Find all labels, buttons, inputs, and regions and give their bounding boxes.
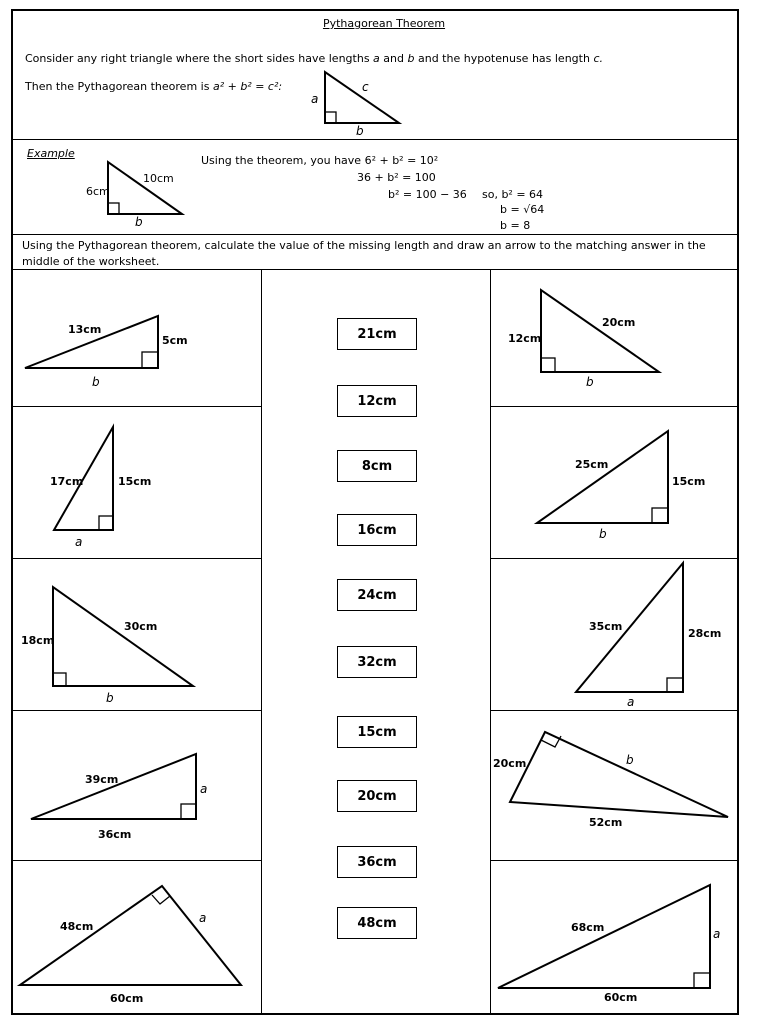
example-base-label: b <box>135 215 143 229</box>
right-3-side: 28cm <box>688 627 722 640</box>
left-2-unknown: a <box>75 535 83 549</box>
example-step-6: b = 8 <box>500 219 531 232</box>
right-angle-marker <box>181 804 196 819</box>
right-3-hyp: 35cm <box>589 620 623 633</box>
right-angle-marker <box>53 673 66 686</box>
var-b: b <box>407 52 415 65</box>
right-3-unknown: a <box>627 695 635 709</box>
answer-box[interactable]: 36cm <box>337 846 417 878</box>
example-step-1: Using the theorem, you have 6² + b² = 10² <box>201 154 439 167</box>
left-4-hyp: 39cm <box>85 773 119 786</box>
left-3-side: 18cm <box>21 634 55 647</box>
right-angle-marker <box>667 678 683 692</box>
right-triangle-4 <box>510 732 728 817</box>
right-4-side: 20cm <box>493 757 527 770</box>
answer-box[interactable]: 16cm <box>337 514 417 546</box>
right-angle-marker <box>142 352 158 368</box>
intro-text: and the hypotenuse has length <box>417 52 590 65</box>
example-step-4: so, b² = 64 <box>482 188 544 201</box>
intro-text: Consider any right triangle where the short sides have lengths <box>25 52 370 65</box>
right-2-hyp: 25cm <box>575 458 609 471</box>
left-triangle-5 <box>20 886 241 985</box>
right-angle-marker <box>694 973 710 988</box>
answer-box[interactable]: 12cm <box>337 385 417 417</box>
right-angle-marker <box>541 358 555 372</box>
pythagorean-formula: a² + b² = c²: <box>212 80 283 93</box>
left-triangle-3 <box>53 587 193 686</box>
answer-box[interactable]: 24cm <box>337 579 417 611</box>
answer-box[interactable]: 21cm <box>337 318 417 350</box>
answer-box[interactable]: 32cm <box>337 646 417 678</box>
example-step-2: 36 + b² = 100 <box>357 171 436 184</box>
right-2-side: 15cm <box>672 475 706 488</box>
example-hyp-label: 10cm <box>143 172 174 185</box>
answer-box[interactable]: 15cm <box>337 716 417 748</box>
var-a: a <box>373 52 380 65</box>
instructions: Using the Pythagorean theorem, calculate the value of the missing length and draw an arrow to the matching answer in the middle of the worksheet. <box>22 239 706 268</box>
right-1-side: 12cm <box>508 332 542 345</box>
right-triangle-5 <box>498 885 710 988</box>
diagram-label-a: a <box>311 92 319 106</box>
right-angle-marker <box>652 508 668 523</box>
right-angle-marker <box>108 203 119 214</box>
left-5-hyp: 60cm <box>110 992 144 1005</box>
answer-box[interactable]: 8cm <box>337 450 417 482</box>
intro-text: and <box>383 52 404 65</box>
diagram-label-b: b <box>356 124 364 138</box>
var-c: c. <box>593 52 603 65</box>
left-3-unknown: b <box>106 691 114 705</box>
page-title: Pythagorean Theorem <box>322 17 446 30</box>
left-4-unknown: a <box>200 782 208 796</box>
example-step-3: b² = 100 − 36 <box>388 188 467 201</box>
left-5-unknown: a <box>199 911 207 925</box>
left-3-hyp: 30cm <box>124 620 158 633</box>
left-triangle-4 <box>31 754 196 819</box>
left-2-hyp: 17cm <box>50 475 84 488</box>
diagram-label-c: c <box>362 80 369 94</box>
right-angle-marker <box>152 895 170 904</box>
left-5-side: 48cm <box>60 920 94 933</box>
right-4-unknown: b <box>626 753 634 767</box>
right-angle-marker <box>325 112 336 123</box>
right-triangle-2 <box>537 431 668 523</box>
right-triangle-1 <box>541 290 659 372</box>
example-side-label: 6cm <box>86 185 110 198</box>
right-1-hyp: 20cm <box>602 316 636 329</box>
answer-box[interactable]: 20cm <box>337 780 417 812</box>
answer-box[interactable]: 48cm <box>337 907 417 939</box>
example-heading: Example <box>27 147 75 160</box>
example-step-5: b = √64 <box>500 203 545 216</box>
intro-text: Then the Pythagorean theorem is <box>25 80 210 93</box>
right-5-side: 60cm <box>604 991 638 1004</box>
right-2-unknown: b <box>599 527 607 541</box>
right-5-unknown: a <box>713 927 721 941</box>
right-1-unknown: b <box>586 375 594 389</box>
right-4-hyp: 52cm <box>589 816 623 829</box>
left-1-side: 5cm <box>162 334 188 347</box>
left-4-side: 36cm <box>98 828 132 841</box>
left-2-side: 15cm <box>118 475 152 488</box>
left-1-unknown: b <box>92 375 100 389</box>
right-5-hyp: 68cm <box>571 921 605 934</box>
left-1-hyp: 13cm <box>68 323 102 336</box>
right-angle-marker <box>99 516 113 530</box>
